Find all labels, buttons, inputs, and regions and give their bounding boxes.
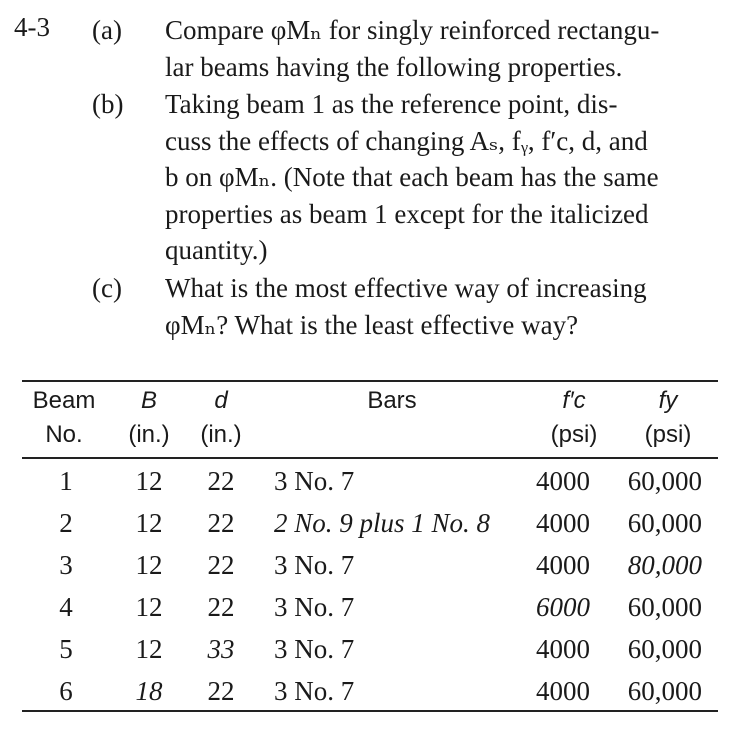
table-top-rule — [22, 380, 718, 382]
part-a-line-2: lar beams having the following properties. — [165, 51, 623, 82]
header-d: d (in.) — [200, 387, 242, 448]
cell-b: 12 — [135, 466, 163, 496]
part-a-label: (a) — [92, 15, 122, 45]
beam-properties-table — [22, 378, 718, 714]
cell-fc: 4000 — [536, 508, 590, 538]
cell-d: 22 — [207, 466, 235, 496]
table-row-beam-6 — [22, 670, 718, 712]
part-b-line-3: b on φMₙ. (Note that each beam has the same — [165, 162, 659, 193]
cell-b: 12 — [135, 550, 163, 580]
cell-b: 12 — [135, 634, 163, 664]
cell-no: 3 — [59, 550, 73, 580]
cell-d: 33 — [207, 634, 235, 664]
part-b-line-4: properties as beam 1 except for the italicized — [165, 198, 649, 229]
cell-fy: 80,000 — [627, 550, 702, 580]
table-header-rule — [22, 457, 718, 459]
header-bars: Bars — [367, 387, 417, 414]
cell-fy: 60,000 — [627, 508, 702, 538]
cell-d: 22 — [207, 550, 235, 580]
cell-fy: 60,000 — [627, 634, 702, 664]
part-b-line-1: Taking beam 1 as the reference point, dis- — [165, 89, 618, 119]
header-b: B (in.) — [128, 387, 170, 448]
part-b-text — [165, 86, 725, 269]
table-row-beam-4 — [22, 586, 718, 628]
cell-bars: 3 No. 7 — [274, 676, 355, 706]
cell-no: 1 — [59, 466, 73, 496]
cell-d: 22 — [207, 508, 235, 538]
cell-b: 18 — [135, 676, 163, 706]
part-a-text — [165, 12, 725, 85]
cell-no: 2 — [59, 508, 73, 538]
cell-fc: 4000 — [536, 676, 590, 706]
cell-no: 6 — [59, 676, 73, 706]
table-row-beam-1 — [22, 460, 718, 502]
header-beam-no: Beam No. — [32, 387, 96, 448]
header-fc: f′c (psi) — [550, 387, 598, 448]
cell-no: 4 — [59, 592, 73, 622]
cell-d: 22 — [207, 592, 235, 622]
cell-fc: 6000 — [536, 592, 590, 622]
cell-b: 12 — [135, 592, 163, 622]
part-b-line-2: cuss the effects of changing Aₛ, fᵧ, f′c, d, and — [165, 125, 648, 156]
problem-statement — [0, 0, 742, 360]
cell-bars: 3 No. 7 — [274, 466, 355, 496]
part-b-label: (b) — [92, 89, 124, 119]
part-c-line-2: φMₙ? What is the least effective way? — [165, 309, 579, 340]
table-row-beam-5 — [22, 628, 718, 670]
cell-bars: 3 No. 7 — [274, 592, 355, 622]
cell-fy: 60,000 — [627, 676, 702, 706]
cell-d: 22 — [207, 676, 235, 706]
cell-bars: 3 No. 7 — [274, 550, 355, 580]
part-a-line-1: Compare φMₙ for singly reinforced rectangu- — [165, 15, 660, 45]
part-c-line-1: What is the most effective way of increasing — [165, 273, 647, 303]
cell-b: 12 — [135, 508, 163, 538]
part-b-line-5: quantity.) — [165, 235, 268, 266]
cell-fc: 4000 — [536, 550, 590, 580]
table-row-beam-3 — [22, 544, 718, 586]
cell-fc: 4000 — [536, 466, 590, 496]
cell-no: 5 — [59, 634, 73, 664]
cell-bars: 2 No. 9 plus 1 No. 8 — [274, 508, 491, 538]
cell-fy: 60,000 — [627, 466, 702, 496]
cell-fy: 60,000 — [627, 592, 702, 622]
problem-number: 4-3 — [14, 12, 50, 42]
cell-fc: 4000 — [536, 634, 590, 664]
cell-bars: 3 No. 7 — [274, 634, 355, 664]
part-c-text — [165, 270, 725, 343]
header-fy: fy (psi) — [644, 387, 692, 448]
table-row-beam-2 — [22, 502, 718, 544]
part-c-label: (c) — [92, 273, 122, 303]
